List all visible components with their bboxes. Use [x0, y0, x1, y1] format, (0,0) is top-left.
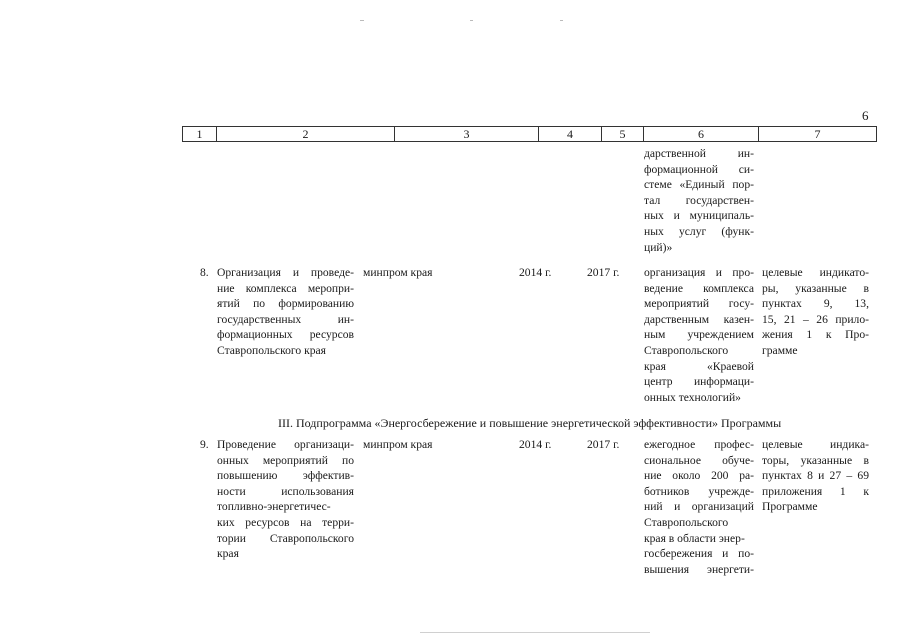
text-line: ры, указанные в	[762, 281, 869, 295]
row-number-8: 8.	[200, 266, 209, 279]
scan-speck	[360, 20, 364, 21]
text-line: ных услуг (функ-	[644, 224, 754, 238]
row9-activity-name	[217, 437, 354, 562]
continued-result-cell	[644, 146, 754, 255]
text-line: вышения энергети-	[644, 562, 754, 576]
text-line: ций)»	[644, 240, 673, 254]
header-cell-2: 2	[217, 127, 395, 141]
text-line: дарственным казен-	[644, 312, 754, 326]
text-line: Организация и проведе-	[217, 266, 354, 279]
header-cell-3: 3	[395, 127, 539, 141]
text-line: ных и муниципаль-	[644, 209, 754, 223]
text-line: Проведение организаци-	[217, 438, 354, 451]
scan-speck	[560, 20, 563, 21]
text-line: приложения 1 к	[762, 484, 869, 498]
text-line: тал государствен-	[644, 193, 754, 207]
text-line: госбережения и по-	[644, 547, 754, 561]
text-line: ние комплекса меропри-	[217, 281, 354, 295]
text-line: края в области энер-	[644, 531, 745, 545]
scan-speck	[470, 20, 473, 21]
text-line: жения 1 к Про-	[762, 328, 869, 342]
text-line: ным учреждением	[644, 328, 754, 342]
text-line: мероприятий госу-	[644, 297, 754, 311]
text-line: дарственной ин-	[644, 147, 754, 160]
row8-activity-name	[217, 265, 354, 359]
text-line: сиональное обуче-	[644, 453, 754, 467]
row8-end-year: 2017 г.	[587, 266, 620, 279]
text-line: ких ресурсов на терри-	[217, 515, 354, 529]
text-line: Ставропольского	[644, 515, 729, 529]
text-line: целевые индика-	[762, 438, 869, 451]
text-line: ведение комплекса	[644, 281, 754, 295]
text-line: целевые индикато-	[762, 266, 869, 279]
header-cell-6: 6	[644, 127, 759, 141]
row9-indicators	[762, 437, 869, 515]
text-line: края	[217, 547, 239, 561]
row8-indicators	[762, 265, 869, 359]
text-line: ние около 200 ра-	[644, 469, 754, 483]
text-line: ятий по формированию	[217, 297, 354, 311]
text-line: ности использования	[217, 484, 354, 498]
text-line: онных мероприятий по	[217, 453, 354, 467]
text-line: ежегодное профес-	[644, 438, 754, 451]
row8-executor: минпром края	[363, 266, 433, 279]
text-line: ний и организаций	[644, 500, 754, 514]
text-line: Ставропольского	[644, 343, 729, 357]
header-cell-1: 1	[183, 127, 217, 141]
text-line: формационных ресурсов	[217, 328, 354, 342]
text-line: ботников учрежде-	[644, 484, 754, 498]
row9-start-year: 2014 г.	[519, 438, 552, 451]
text-line: государственных ин-	[217, 312, 354, 326]
text-line: Программе	[762, 500, 818, 514]
row9-executor: минпром края	[363, 438, 433, 451]
header-cell-4: 4	[539, 127, 602, 141]
text-line: пунктах 9, 13,	[762, 297, 869, 311]
row9-expected-result	[644, 437, 754, 577]
text-line: топливно-энергетичес-	[217, 500, 331, 514]
text-line: центр информаци-	[644, 375, 754, 389]
text-line: повышению эффектив-	[217, 469, 354, 483]
page-number: 6	[862, 108, 869, 123]
row8-expected-result	[644, 265, 754, 405]
text-line: Ставропольского края	[217, 343, 326, 357]
subprogram-section-title: III. Подпрограмма «Энергосбережение и повышение энергетической эффективности» Программы	[278, 416, 782, 430]
text-line: пунктах 8 и 27 – 69	[762, 469, 869, 483]
text-line: торы, указанные в	[762, 453, 869, 467]
text-line: организация и про-	[644, 266, 754, 279]
row8-start-year: 2014 г.	[519, 266, 552, 279]
header-cell-5: 5	[602, 127, 644, 141]
text-line: стеме «Единый пор-	[644, 178, 754, 192]
row9-end-year: 2017 г.	[587, 438, 620, 451]
text-line: грамме	[762, 343, 798, 357]
text-line: края «Краевой	[644, 359, 754, 373]
table-header-row	[182, 126, 877, 142]
text-line: тории Ставропольского	[217, 531, 354, 545]
text-line: 15, 21 – 26 прило-	[762, 312, 869, 326]
text-line: формационной си-	[644, 162, 754, 176]
scan-speck	[420, 632, 650, 633]
header-cell-7: 7	[814, 127, 821, 141]
text-line: онных технологий»	[644, 390, 741, 404]
row-number-9: 9.	[200, 438, 209, 451]
